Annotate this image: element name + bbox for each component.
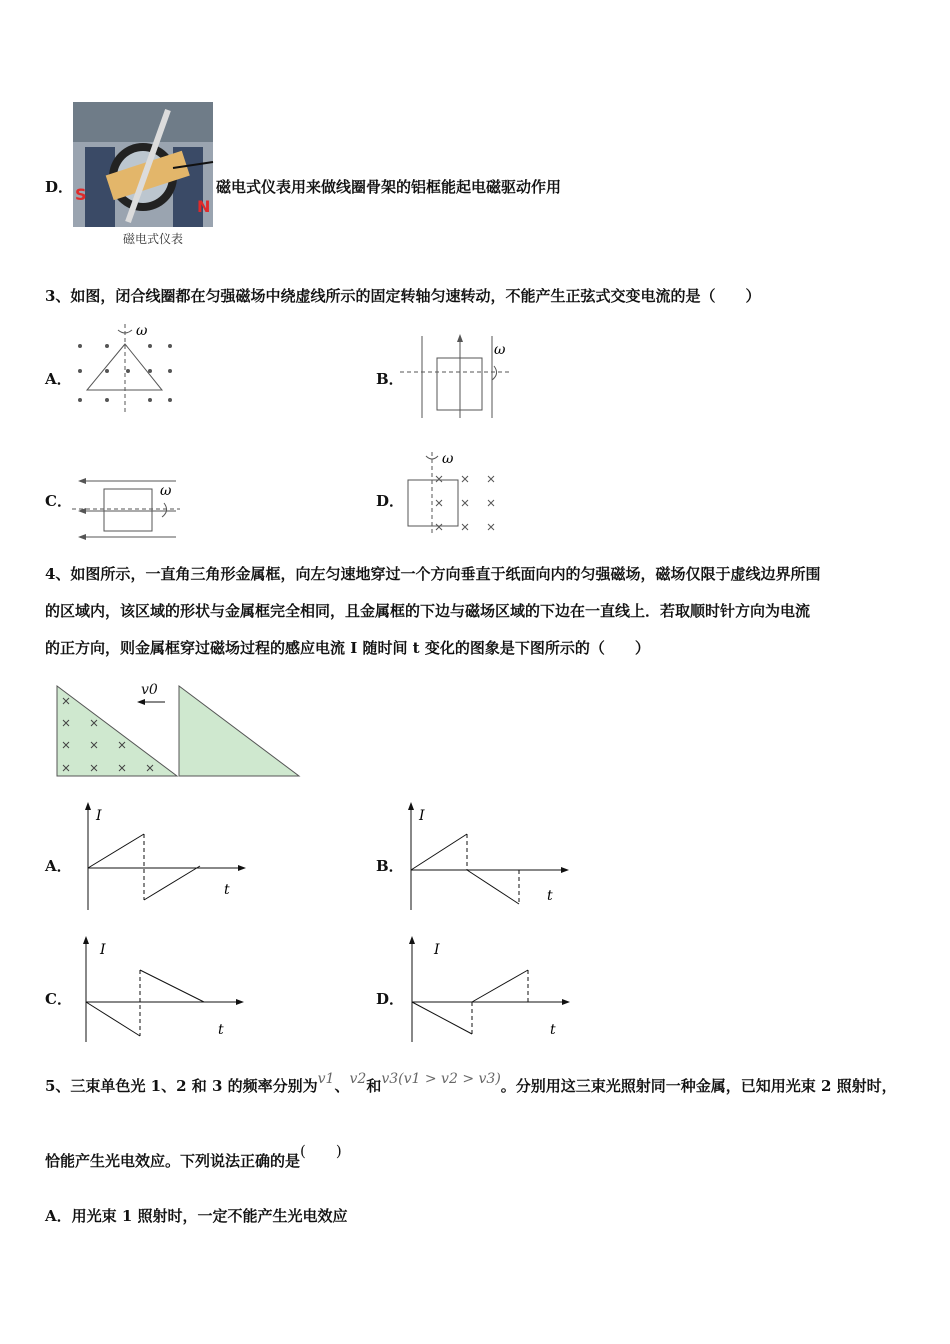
svg-text:t: t [218,1022,224,1038]
q5-stem-part2: 。分别用这三束光照射同一种金属，已知用光束 2 照射时， [500,1077,897,1095]
q3-option-a: A． [45,370,72,388]
svg-text:ω: ω [494,342,506,358]
q3-figure-b [400,330,520,420]
q5-stem-line2: 恰能产生光电效应。下列说法正确的是 [45,1152,301,1170]
q3-figure-a [72,320,182,410]
q4-graph-c [78,934,248,1049]
svg-text:v0: v0 [141,682,158,698]
q4-option-b: B． [376,857,404,875]
q4-graph-d [404,934,574,1049]
q3-option-c: C． [45,492,72,510]
svg-text:t: t [550,1022,556,1038]
q5-option-a: A．用光束 1 照射时，一定不能产生光电效应 [45,1207,348,1225]
q5-v3-relation: v3(v1 > v2 > v3) [381,1071,501,1087]
q5-and: 和 [366,1077,382,1095]
svg-text:ω: ω [442,451,454,467]
q3-figure-c [72,475,192,545]
q3-option-d: D． [376,492,405,510]
svg-text:ω: ω [136,323,148,339]
svg-text:t: t [224,882,230,898]
q4-stem-line2: 的区域内，该区域的形状与金属框完全相同，且金属框的下边与磁场区域的下边在一直线上．若取顺时针方向为电流 [45,602,811,620]
q2-option-d-text: 磁电式仪表用来做线圈骨架的铝框能起电磁驱动作用 [216,178,562,196]
svg-text:S: S [75,185,87,204]
q4-option-a: A． [45,857,72,875]
meter-photo [73,102,213,252]
q5-stem-line2-row [45,1142,342,1171]
q5-v1: v1 [317,1071,335,1087]
q5-stem-part1: 5、三束单色光 1、2 和 3 的频率分别为 [45,1077,318,1095]
svg-text:I: I [96,808,102,824]
svg-text:ω: ω [160,483,172,499]
q4-stem-line3: 的正方向，则金属框穿过磁场过程的感应电流 I 随时间 t 变化的图象是下图所示的（ ） [45,639,650,657]
svg-text:I: I [434,942,440,958]
q4-option-c: C． [45,990,72,1008]
q5-v2: v2 [349,1071,367,1087]
svg-text:磁电式仪表: 磁电式仪表 [123,232,184,246]
q2-option-d-label: D． [45,178,74,196]
q5-stem-line1 [45,1071,897,1096]
q4-stem-line1: 4、如图所示，一直角三角形金属框，向左匀速地穿过一个方向垂直于纸面向内的匀强磁场，磁场仅限于虚线边界所围 [45,565,821,583]
q3-figure-d [402,448,512,538]
svg-text:I: I [419,808,425,824]
q4-graph-a [80,800,250,915]
q3-option-b: B． [376,370,404,388]
svg-text:N: N [197,197,211,216]
q4-main-figure [55,680,315,785]
q5-sep1: 、 [334,1077,350,1095]
q5-paren: ( ) [300,1142,342,1160]
svg-text:t: t [547,888,553,904]
svg-text:I: I [100,942,106,958]
q3-stem: 3、如图，闭合线圈都在匀强磁场中绕虚线所示的固定转轴匀速转动，不能产生正弦式交变电流的是（ ） [45,287,761,305]
q4-option-d: D． [376,990,405,1008]
q4-graph-b [403,800,573,915]
